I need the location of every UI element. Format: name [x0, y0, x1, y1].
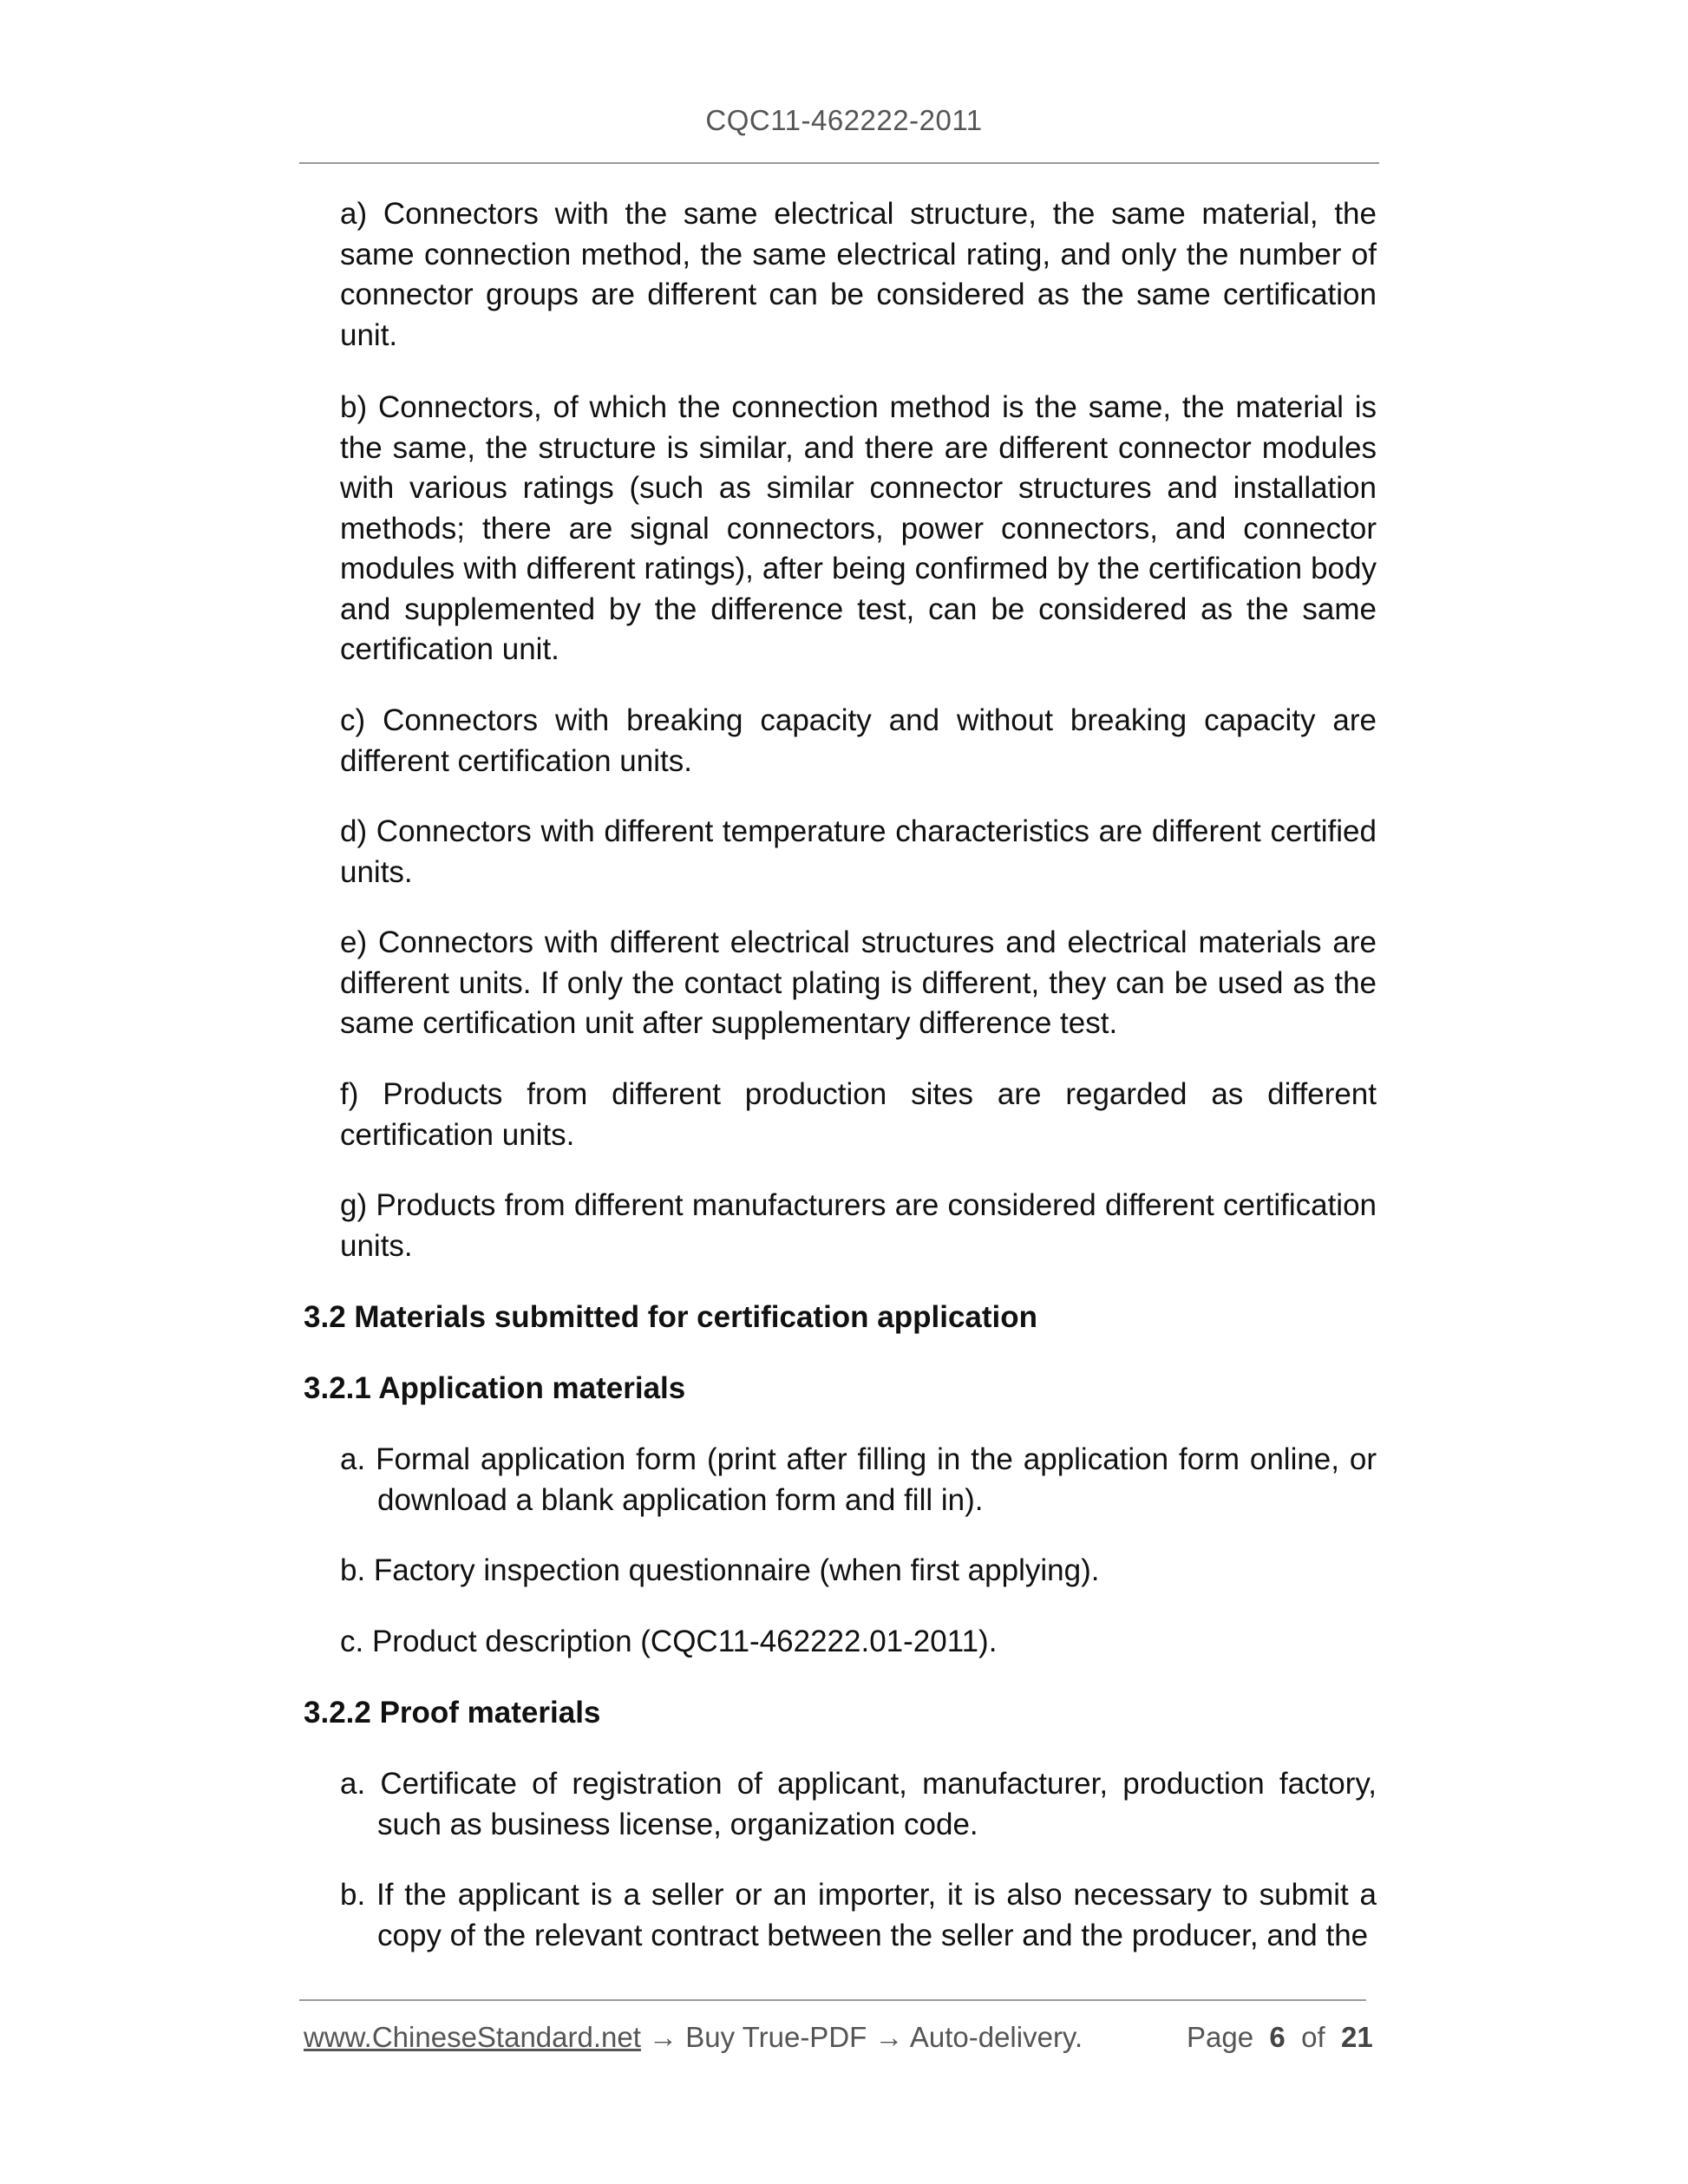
- site-link[interactable]: www.ChineseStandard.net: [304, 2021, 641, 2053]
- section-heading-3-2-2: 3.2.2 Proof materials: [304, 1696, 601, 1730]
- application-material-item: b. Factory inspection questionnaire (when first applying).: [340, 1553, 1100, 1587]
- footer-divider: [299, 1999, 1366, 2001]
- of-label: of: [1301, 2021, 1325, 2053]
- document-code-header: CQC11-462222-2011: [705, 104, 983, 136]
- paragraph-f: f) Products from different production sites are regarded as different certification units.: [340, 1077, 1377, 1152]
- page-current: 6: [1269, 2021, 1286, 2053]
- buy-text: Buy True-PDF: [685, 2021, 867, 2053]
- paragraph-d: d) Connectors with different temperature characteristics are different certified units.: [340, 814, 1377, 889]
- arrow-right-icon: →: [649, 2021, 678, 2053]
- paragraph-e: e) Connectors with different electrical structures and electrical materials are different units. If only the contact plating is different, they can be used as the same certification unit after supplementary difference test.: [340, 925, 1377, 1040]
- paragraph-b: b) Connectors, of which the connection method is the same, the material is the same, the structure is similar, and there are different connector modules with various ratings (such as similar connector structures and installation methods; there are signal connectors, power connectors, and connector modules with different ratings), after being confirmed by the certification body and supplemented by the difference test, can be considered as the same certification unit.: [340, 390, 1377, 666]
- application-material-item: c. Product description (CQC11-462222.01-2011).: [340, 1625, 998, 1658]
- page-total: 21: [1341, 2021, 1373, 2053]
- proof-material-item: a. Certificate of registration of applicant, manufacturer, production factory, such as business license, organization code.: [340, 1767, 1377, 1841]
- proof-material-item: b. If the applicant is a seller or an importer, it is also necessary to submit a copy of the relevant contract between the seller and the producer, and the: [340, 1878, 1377, 1952]
- header-divider: [299, 162, 1379, 164]
- page-indicator: [1187, 2021, 1373, 2054]
- paragraph-a: a) Connectors with the same electrical structure, the same material, the same connection method, the same electrical rating, and only the number of connector groups are different can be considered as the same certification unit.: [340, 197, 1377, 352]
- footer-promo: [304, 2021, 1083, 2054]
- delivery-text: Auto-delivery.: [909, 2021, 1083, 2053]
- application-material-item: a. Formal application form (print after filling in the application form online, or download a blank application form and fill in).: [340, 1442, 1377, 1517]
- arrow-right-icon: →: [874, 2021, 904, 2053]
- paragraph-c: c) Connectors with breaking capacity and without breaking capacity are different certification units.: [340, 703, 1377, 778]
- paragraph-g: g) Products from different manufacturers are considered different certification units.: [340, 1188, 1377, 1263]
- section-heading-3-2-1: 3.2.1 Application materials: [304, 1371, 686, 1405]
- section-heading-3-2: 3.2 Materials submitted for certification application: [304, 1300, 1038, 1334]
- page-label: Page: [1187, 2021, 1254, 2053]
